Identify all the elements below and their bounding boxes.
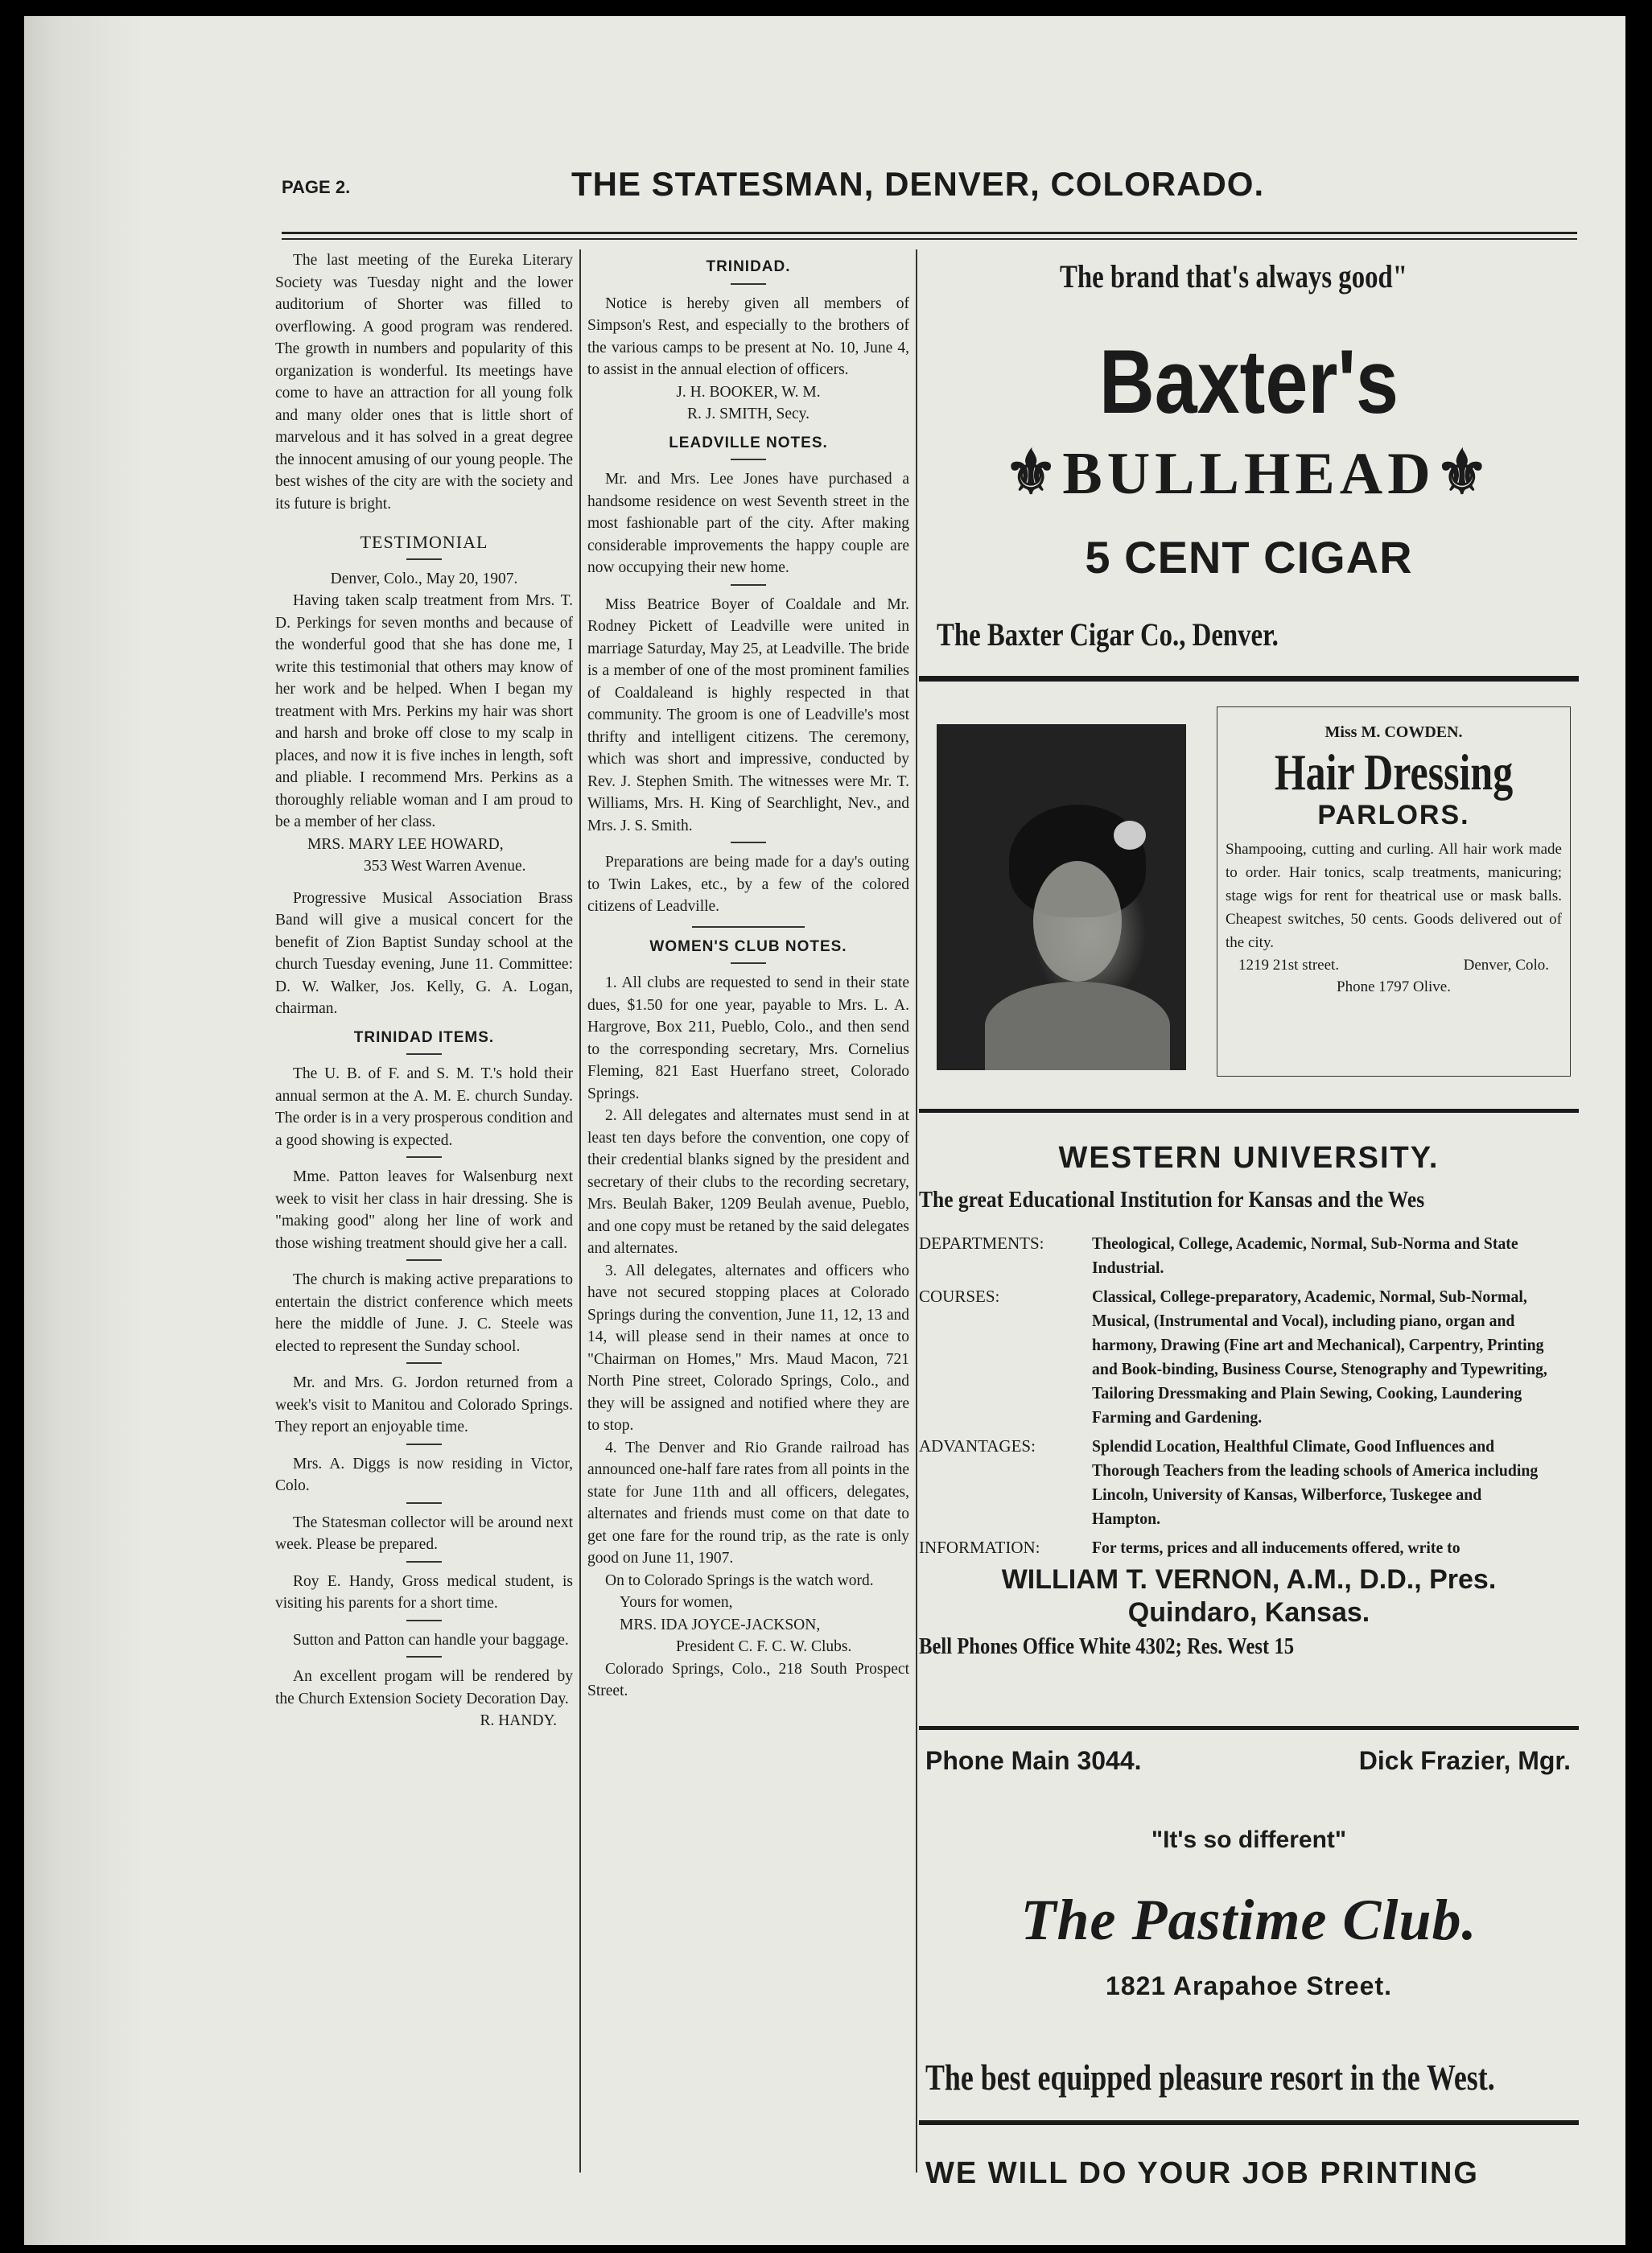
leadville-item: Preparations are being made for a day's outing to Twin Lakes, etc., by a few of the colored citizens of Leadville. (587, 854, 909, 915)
list-item: The U. B. of F. and S. M. T.'s hold their annual sermon at the A. M. E. church Sunday. The order is in a very prosperous condition and a good showing is expected. (275, 1065, 573, 1149)
divider (731, 962, 766, 964)
row-value: Splendid Location, Healthful Climate, Good Influences and Thorough Teachers from the leading schools of America including Lincoln, University of Kansas, Wilberforce, Tuskegee and Hampton. (1092, 1436, 1539, 1528)
job-printing: WE WILL DO YOUR JOB PRINTING (925, 2156, 1479, 2190)
pastime-phone: Phone Main 3044. (925, 1746, 1142, 1775)
list-item: Mrs. A. Diggs is now residing in Victor, Colo. (275, 1455, 573, 1494)
row-label: INFORMATION: (919, 1538, 1040, 1557)
club-note: 1. All clubs are requested to send in their state dues, $1.50 for one year, payable to Mrs. L. A. Hargrove, Box 211, Pueblo, Colo., and then send to the corresponding secretary, Mrs. Cornelius Fleming, 821 East Huerfano street, Colorado Springs. (587, 974, 909, 1102)
university-title: WESTERN UNIVERSITY. (1058, 1141, 1440, 1175)
pastime-club-ad (919, 1738, 1579, 2205)
womens-club-heading: WOMEN'S CLUB NOTES. (649, 937, 847, 955)
university-row (919, 1284, 1579, 1429)
hair-ad-address (1226, 954, 1562, 977)
list-item: The Statesman collector will be around next week. Please be prepared. (275, 1514, 573, 1553)
items-signature: R. HANDY. (480, 1712, 557, 1729)
womens-address: Colorado Springs, Colo., 218 South Prospect Street. (587, 1660, 909, 1699)
club-note: 4. The Denver and Rio Grande railroad has announced one-half fare rates from all points in the state for June 11th and all officers, delegates, alternates and friends must come on that date to get one fare for the round trip, as the rate is only good on June 11, 1907. (587, 1439, 909, 1567)
leadville-heading: LEADVILLE NOTES. (669, 434, 828, 451)
column-rule-2 (916, 249, 917, 2173)
hair-ad-title: Hair Dressing (1274, 743, 1514, 801)
divider (406, 558, 442, 560)
testimonial-signature: MRS. MARY LEE HOWARD, (307, 835, 504, 853)
divider (406, 1053, 442, 1055)
fleur-de-lis-icon: ⚜ (1435, 441, 1493, 507)
divider (731, 842, 766, 843)
list-item: Roy E. Handy, Gross medical student, is visiting his parents for a short time. (275, 1572, 573, 1612)
university-row (919, 1231, 1579, 1279)
testimonial-date: Denver, Colo., May 20, 1907. (330, 570, 518, 587)
pastime-street: 1821 Arapahoe Street. (1106, 1971, 1392, 2000)
header-rule (282, 232, 1577, 240)
cigar-ad (919, 249, 1579, 676)
hair-ad-street: 1219 21st street. (1238, 957, 1340, 974)
divider (406, 1656, 442, 1658)
ad-divider (919, 676, 1579, 682)
ad-divider (919, 2120, 1579, 2125)
list-item: Sutton and Patton can handle your baggage. (293, 1631, 569, 1649)
trinidad-signature-2: R. J. SMITH, Secy. (686, 406, 810, 422)
fleur-de-lis-icon: ⚜ (1004, 441, 1063, 507)
hair-ad-subtitle: PARLORS. (1317, 800, 1470, 830)
cigar-company: The Baxter Cigar Co., Denver. (937, 616, 1279, 653)
pastime-manager: Dick Frazier, Mgr. (1358, 1746, 1571, 1775)
row-label: DEPARTMENTS: (919, 1234, 1044, 1253)
university-phones: Bell Phones Office White 4302; Res. West 15 (919, 1633, 1295, 1659)
cigar-product-text: BULLHEAD (1062, 441, 1436, 507)
western-university-ad (919, 1126, 1579, 1714)
row-value: Classical, College-preparatory, Academic, Normal, Sub-Normal, Musical, (Instrumental and Vocal), including piano, organ and harmony, Drawing (Fine art and Mechanical), Carpentry, Printing and Book-binding, Business Course, Stenography and Typewriting, Tailoring Dressmaking and Plain Sewing, Cooking, Laundering Farming and Gardening. (1092, 1287, 1547, 1427)
pastime-slogan: "It's so different" (1151, 1827, 1347, 1853)
testimonial-heading: TESTIMONIAL (360, 532, 488, 552)
row-label: COURSES: (919, 1287, 1000, 1306)
hair-ad-phone: Phone 1797 Olive. (1337, 978, 1451, 995)
hair-ad-body: Shampooing, cutting and curling. All hair work made to order. Hair tonics, scalp treatments, manicuring; stage wigs for rent for theatrical use or mask balls. Cheapest switches, 50 cents. Goods delivered out of the city. (1226, 841, 1562, 951)
column-1 (275, 249, 573, 2197)
divider (406, 1259, 442, 1261)
band-notice: Progressive Musical Association Brass Band will give a musical concert for the benefit of Zion Baptist Sunday school at the church Tuesday evening, June 11. Committee: D. W. Walker, Jos. Kelly, G. A. Logan, chairman. (275, 889, 573, 1017)
divider (406, 1362, 442, 1364)
portrait-photo (937, 724, 1186, 1070)
cigar-price: 5 CENT CIGAR (1085, 532, 1413, 583)
ad-divider (919, 1726, 1579, 1730)
divider (406, 1620, 442, 1621)
list-item: An excellent progam will be rendered by the Church Extension Society Decoration Day. (275, 1668, 573, 1707)
page-number: PAGE 2. (282, 177, 351, 197)
ad-divider (919, 1109, 1579, 1113)
leadville-item: Miss Beatrice Boyer of Coaldale and Mr. Rodney Pickett of Leadville were united in marriage Saturday, May 25, at Leadville. The bride is a member of one of the most prominent families of Coaldaleand is highly respected in that community. The groom is one of Leadville's most thrifty and intelligent citizens. The ceremony, which was short and impressive, conducted by Rev. J. Stephen Smith. The witnesses were Mr. T. Williams, Mrs. H. King of Searchlight, Nev., and Mrs. J. S. Smith. (587, 595, 909, 834)
womens-title: President C. F. C. W. Clubs. (676, 1638, 852, 1655)
newspaper-page (24, 16, 1625, 2245)
university-row (919, 1535, 1579, 1559)
list-item: The church is making active preparations to entertain the district conference which meets here the middle of June. J. C. Steele was elected to represent the Sunday school. (275, 1271, 573, 1355)
divider (731, 283, 766, 285)
masthead: THE STATESMAN, DENVER, COLORADO. (571, 165, 1265, 203)
column-2 (587, 249, 909, 2197)
divider (692, 926, 805, 928)
hair-dressing-ad (919, 692, 1579, 1094)
divider (406, 1502, 442, 1504)
trinidad-notice: Notice is hereby given all members of Simpson's Rest, and especially to the brothers of the various camps to be present at No. 10, June 4, to assist in the annual election of officers. (587, 294, 909, 378)
womens-close: Yours for women, (620, 1594, 733, 1611)
eureka-article: The last meeting of the Eureka Literary Society was Tuesday night and the lower auditorium of Shorter was filled to overflowing. A good program was rendered. The growth in numbers and popularity of this organization is wonderful. Its meetings have come to have an attraction for all young folk and many older ones that is little short of marvelous and it has solved in a great degree the innocent amusing of our young people. The best wishes of the city are with the society and its future is bright. (275, 252, 573, 513)
divider (406, 1156, 442, 1158)
row-value: For terms, prices and all inducements offered, write to (1092, 1538, 1460, 1557)
list-item: Mr. and Mrs. G. Jordon returned from a week's visit to Manitou and Colorado Springs. They report an enjoyable time. (275, 1374, 573, 1435)
club-note: 2. All delegates and alternates must send in at least ten days before the convention, one copy of their credential blanks signed by the president and secretary of their clubs to the recording secretary, Mrs. Beulah Baker, 1209 Beulah avenue, Pueblo, and one copy must be retaned by the said delegates and alternates. (587, 1107, 909, 1257)
page-header (282, 161, 1585, 209)
divider (731, 584, 766, 586)
club-note: 3. All delegates, alternates and officers who have not secured stopping places at Colorado Springs during the convention, June 11, 12, 13 and 14, will please send in their names at once to "Chairman on Homes," Mrs. Maud Macon, 721 North Pine street, Colorado Springs, Colo., and they will be assigned and notified where they are to stop. (587, 1262, 909, 1434)
column-rule-1 (579, 249, 581, 2173)
club-note: On to Colorado Springs is the watch word. (605, 1571, 874, 1589)
divider (406, 1561, 442, 1563)
hair-ad-proprietor: Miss M. COWDEN. (1324, 723, 1463, 741)
university-row (919, 1434, 1579, 1530)
testimonial-body: Having taken scalp treatment from Mrs. T. D. Perkings for seven months and because of the wonderful good that she has done me, I write this testimonial that others may know of her work and be helped. When I began my treatment with Mrs. Perkins my hair was short and harsh and broke off close to my scalp in places, and now it is five inches in length, soft and pliable. I recommend Mrs. Perkins as a thoroughly reliable woman and I am proud to be a member of her class. (275, 592, 573, 830)
pastime-best: The best equipped pleasure resort in the West. (925, 2057, 1495, 2098)
row-value: Theological, College, Academic, Normal, Sub-Norma and State Industrial. (1092, 1234, 1518, 1277)
list-item: Mme. Patton leaves for Walsenburg next week to visit her class in hair dressing. She is "making good" along her line of work and those wishing treatment should give her a call. (275, 1168, 573, 1252)
cigar-tagline: The brand that's always good" (1060, 258, 1407, 294)
cigar-product (919, 439, 1579, 509)
womens-signature: MRS. IDA JOYCE-JACKSON, (620, 1616, 821, 1633)
cigar-brand: Baxter's (1099, 332, 1399, 432)
leadville-item: Mr. and Mrs. Lee Jones have purchased a handsome residence on west Seventh street in the most fashionable part of the city. After making considerable improvements the happy couple are now occupying their new home. (587, 471, 909, 576)
trinidad-heading: TRINIDAD. (706, 258, 791, 275)
university-president: WILLIAM T. VERNON, A.M., D.D., Pres. (1001, 1564, 1497, 1595)
hair-ad-box (1217, 706, 1571, 1077)
trinidad-signature-1: J. H. BOOKER, W. M. (676, 383, 821, 401)
university-subtitle: The great Educational Institution for Kansas and the Wes (919, 1187, 1425, 1213)
pastime-name: The Pastime Club. (1020, 1888, 1477, 1952)
divider (406, 1444, 442, 1445)
divider (731, 459, 766, 460)
row-label: ADVANTAGES: (919, 1436, 1036, 1456)
trinidad-items-heading: TRINIDAD ITEMS. (353, 1028, 495, 1046)
hair-ad-city: Denver, Colo. (1463, 957, 1549, 974)
page-stack-edge (24, 16, 145, 2245)
university-place: Quindaro, Kansas. (1127, 1597, 1370, 1628)
testimonial-address: 353 West Warren Avenue. (364, 858, 526, 875)
